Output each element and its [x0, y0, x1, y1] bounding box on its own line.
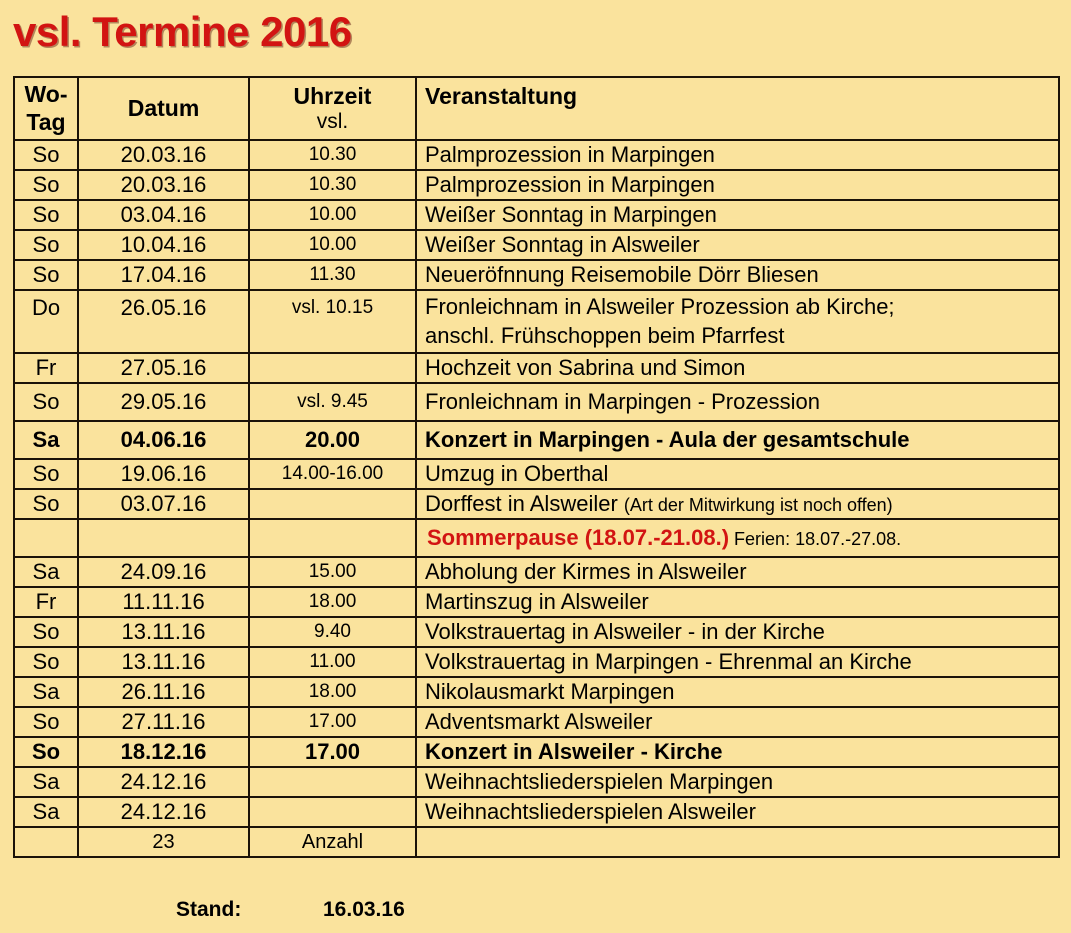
cell-weekday: So: [14, 230, 78, 260]
event-note-text: Ferien: 18.07.-27.08.: [729, 529, 902, 549]
cell-date: 13.11.16: [78, 647, 249, 677]
cell-weekday: Sa: [14, 797, 78, 827]
cell-event: [416, 737, 1059, 767]
cell-date: 04.06.16: [78, 421, 249, 459]
cell-event: [416, 459, 1059, 489]
cell-time: 10.30: [249, 140, 416, 170]
cell-date: 23: [78, 827, 249, 857]
cell-date: 18.12.16: [78, 737, 249, 767]
cell-weekday: Sa: [14, 677, 78, 707]
event-text-line2: anschl. Frühschoppen beim Pfarrfest: [425, 322, 785, 348]
cell-event: [416, 677, 1059, 707]
column-header-event: Veranstaltung: [416, 77, 1059, 140]
column-header-weekday: [14, 77, 78, 140]
table-row: [14, 383, 1059, 421]
table-row: [14, 797, 1059, 827]
table-row: [14, 421, 1059, 459]
event-text: Volkstrauertag in Alsweiler - in der Kirche: [425, 619, 825, 644]
cell-weekday: So: [14, 170, 78, 200]
cell-time: Anzahl: [249, 827, 416, 857]
table-row: [14, 737, 1059, 767]
event-text: Umzug in Oberthal: [425, 461, 609, 486]
cell-weekday: So: [14, 707, 78, 737]
cell-weekday: Sa: [14, 767, 78, 797]
table-row: [14, 353, 1059, 383]
table-row: [14, 260, 1059, 290]
event-text: Fronleichnam in Alsweiler Prozession ab Kirche;: [425, 294, 895, 319]
cell-event: [416, 797, 1059, 827]
cell-date: 24.09.16: [78, 557, 249, 587]
footer-status-label: Stand:: [176, 898, 242, 921]
column-header-time-sub: vsl.: [316, 109, 349, 133]
cell-date: [78, 519, 249, 557]
cell-time: [249, 489, 416, 519]
table-row: [14, 677, 1059, 707]
footer: [13, 898, 1058, 926]
column-header-time: [249, 77, 416, 140]
cell-date: 10.04.16: [78, 230, 249, 260]
cell-time: 10.00: [249, 200, 416, 230]
event-text: Volkstrauertag in Marpingen - Ehrenmal an Kirche: [425, 649, 912, 674]
table-row: [14, 707, 1059, 737]
cell-event: [416, 353, 1059, 383]
event-highlight-text: Sommerpause (18.07.-21.08.): [427, 525, 730, 550]
table-row: [14, 617, 1059, 647]
cell-time: [249, 797, 416, 827]
cell-date: 26.11.16: [78, 677, 249, 707]
cell-event: [416, 617, 1059, 647]
cell-event: [416, 519, 1059, 557]
table-row: [14, 140, 1059, 170]
cell-event: [416, 200, 1059, 230]
cell-time: 15.00: [249, 557, 416, 587]
cell-date: 20.03.16: [78, 140, 249, 170]
event-text: Palmprozession in Marpingen: [425, 142, 715, 167]
cell-weekday: Fr: [14, 587, 78, 617]
cell-event: [416, 170, 1059, 200]
cell-date: 11.11.16: [78, 587, 249, 617]
cell-date: 20.03.16: [78, 170, 249, 200]
cell-event: [416, 140, 1059, 170]
table-header-row: [14, 77, 1059, 140]
cell-event: [416, 707, 1059, 737]
cell-weekday: Sa: [14, 421, 78, 459]
cell-time: 20.00: [249, 421, 416, 459]
table-row: [14, 587, 1059, 617]
cell-date: 03.04.16: [78, 200, 249, 230]
cell-event: [416, 767, 1059, 797]
cell-time: 11.30: [249, 260, 416, 290]
table-row: [14, 519, 1059, 557]
event-text: Fronleichnam in Marpingen - Prozession: [425, 389, 820, 414]
event-text: Abholung der Kirmes in Alsweiler: [425, 559, 747, 584]
cell-weekday: So: [14, 383, 78, 421]
table-body: [14, 140, 1059, 857]
table-row: [14, 647, 1059, 677]
cell-event: [416, 647, 1059, 677]
cell-time: [249, 767, 416, 797]
cell-time: 17.00: [249, 707, 416, 737]
cell-event: [416, 383, 1059, 421]
event-text: Martinszug in Alsweiler: [425, 589, 649, 614]
cell-date: 13.11.16: [78, 617, 249, 647]
page-title: vsl. Termine 2016: [13, 8, 352, 55]
cell-weekday: So: [14, 617, 78, 647]
cell-date: 24.12.16: [78, 767, 249, 797]
cell-weekday: So: [14, 459, 78, 489]
cell-time: 10.30: [249, 170, 416, 200]
cell-event: [416, 421, 1059, 459]
events-table: [13, 76, 1060, 858]
cell-weekday: [14, 827, 78, 857]
cell-weekday: So: [14, 140, 78, 170]
cell-time: 18.00: [249, 677, 416, 707]
cell-time: 11.00: [249, 647, 416, 677]
column-header-date: Datum: [78, 77, 249, 140]
cell-weekday: So: [14, 260, 78, 290]
cell-event: [416, 230, 1059, 260]
cell-time: [249, 519, 416, 557]
cell-time: 9.40: [249, 617, 416, 647]
cell-date: 24.12.16: [78, 797, 249, 827]
event-text: Neueröfnnung Reisemobile Dörr Bliesen: [425, 262, 819, 287]
cell-date: 17.04.16: [78, 260, 249, 290]
column-header-time-main: Uhrzeit: [293, 82, 372, 109]
table-row: [14, 230, 1059, 260]
cell-date: 19.06.16: [78, 459, 249, 489]
event-text: Weihnachtsliederspielen Marpingen: [425, 769, 774, 794]
cell-time: 18.00: [249, 587, 416, 617]
table-row: [14, 200, 1059, 230]
cell-event: [416, 557, 1059, 587]
cell-event: [416, 827, 1059, 857]
cell-weekday: So: [14, 200, 78, 230]
cell-weekday: So: [14, 737, 78, 767]
cell-time: vsl. 9.45: [249, 383, 416, 421]
event-text: Adventsmarkt Alsweiler: [425, 709, 653, 734]
cell-weekday: Fr: [14, 353, 78, 383]
event-text: Konzert in Marpingen - Aula der gesamtschule: [425, 427, 910, 452]
cell-date: 03.07.16: [78, 489, 249, 519]
cell-event: [416, 290, 1059, 353]
column-header-weekday-line1: Wo-: [24, 81, 68, 108]
cell-weekday: So: [14, 647, 78, 677]
table-row: [14, 767, 1059, 797]
event-text: Palmprozession in Marpingen: [425, 172, 715, 197]
cell-date: 27.05.16: [78, 353, 249, 383]
cell-weekday: Sa: [14, 557, 78, 587]
table-row: [14, 489, 1059, 519]
cell-date: 26.05.16: [78, 290, 249, 353]
event-text: Weißer Sonntag in Alsweiler: [425, 232, 700, 257]
table-row: [14, 290, 1059, 353]
cell-event: [416, 587, 1059, 617]
event-note-text: (Art der Mitwirkung ist noch offen): [623, 495, 893, 515]
cell-time: 17.00: [249, 737, 416, 767]
table-row: [14, 557, 1059, 587]
cell-weekday: So: [14, 489, 78, 519]
event-text: Konzert in Alsweiler - Kirche: [425, 739, 723, 764]
event-text: Weihnachtsliederspielen Alsweiler: [425, 799, 756, 824]
cell-event: [416, 489, 1059, 519]
cell-time: vsl. 10.15: [249, 290, 416, 353]
cell-date: 27.11.16: [78, 707, 249, 737]
table-row: [14, 170, 1059, 200]
event-text: Hochzeit von Sabrina und Simon: [425, 355, 746, 380]
footer-status-date: 16.03.16: [323, 898, 405, 921]
table-row: [14, 827, 1059, 857]
cell-date: 29.05.16: [78, 383, 249, 421]
column-header-weekday-line2: Tag: [26, 108, 66, 135]
table-row: [14, 459, 1059, 489]
event-text: Nikolausmarkt Marpingen: [425, 679, 675, 704]
cell-weekday: Do: [14, 290, 78, 353]
cell-weekday: [14, 519, 78, 557]
cell-event: [416, 260, 1059, 290]
event-text: Weißer Sonntag in Marpingen: [425, 202, 717, 227]
cell-time: 10.00: [249, 230, 416, 260]
cell-time: [249, 353, 416, 383]
event-text: Dorffest in Alsweiler: [425, 491, 624, 516]
cell-time: 14.00-16.00: [249, 459, 416, 489]
